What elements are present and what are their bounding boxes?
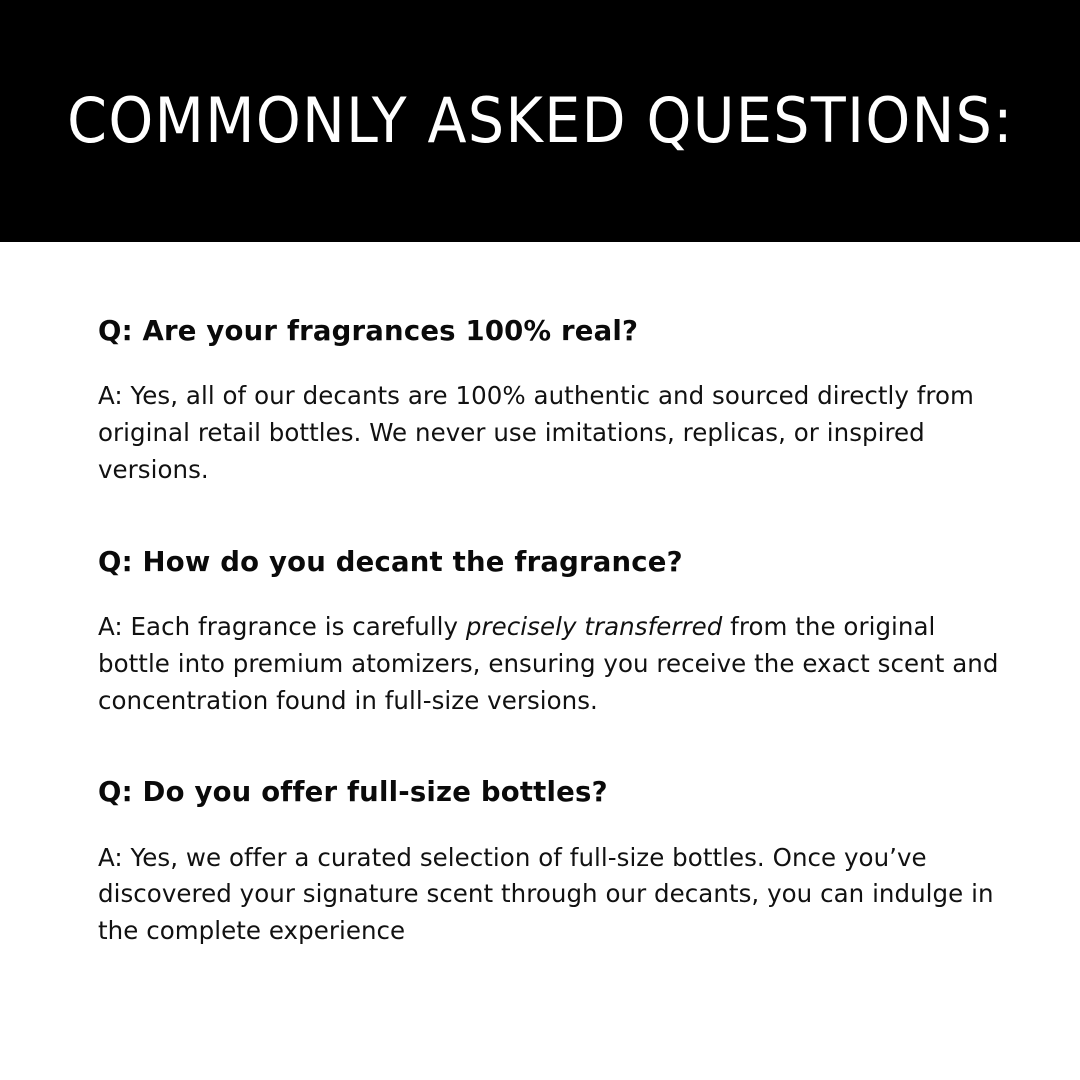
faq-item (98, 775, 1005, 950)
faq-answer (98, 609, 1005, 719)
header-banner (0, 0, 1080, 242)
faq-question: Q: Do you offer full-size bottles? (98, 776, 608, 809)
faq-answer-text-before: A: Each fragrance is carefully (98, 612, 466, 641)
faq-question: Q: How do you decant the fragrance? (98, 545, 683, 578)
faq-answer-text-after: from the original bottle into premium atomizers, ensuring you receive the exact scent and concentration found in full-size versions. (98, 612, 999, 715)
faq-question: Q: Are your fragrances 100% real? (98, 315, 639, 347)
faq-list (0, 242, 1080, 950)
faq-answer-text-before: A: Yes, we offer a curated selection of full-size bottles. Once you’ve discovered your signature scent through our decants, you can indulge in the complete experience (98, 842, 994, 946)
faq-answer (98, 378, 1005, 488)
faq-answer (98, 840, 1005, 950)
faq-answer-text-before: A: Yes, all of our decants are 100% authentic and sourced directly from original retail bottles. We never use imitations, replicas, or inspired versions. (98, 381, 974, 484)
faq-item (98, 545, 1005, 720)
faq-item (98, 314, 1005, 489)
faq-answer-emphasis: precisely transferred (465, 612, 723, 641)
page-title: COMMONLY ASKED QUESTIONS: (66, 84, 1014, 157)
